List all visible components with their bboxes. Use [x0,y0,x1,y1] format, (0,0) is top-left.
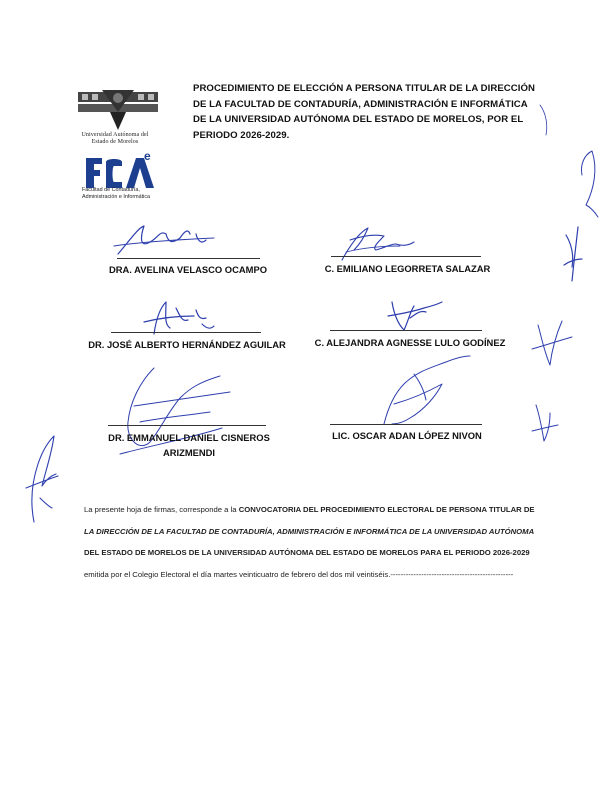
signatory-name-4: C. ALEJANDRA AGNESSE LULO GODÍNEZ [314,337,506,348]
margin-initials-left [20,428,66,528]
university-name-line1: Universidad Autónoma del [81,132,149,138]
note-text-4: DEL ESTADO DE MORELOS DE LA UNIVERSIDAD AUTÓNOMA DEL ESTADO DE MORELOS PARA EL PERIODO 2026-2029 [84,548,530,557]
note-text-5: emitida por el Colegio Electoral el día martes veinticuatro de febrero del dos mil veintiséis.------------------------------------------------ [84,569,514,579]
signature-line-5 [108,425,266,426]
signature-sheet-note [84,499,544,585]
note-text-1: La presente hoja de firmas, corresponde a la [84,505,239,514]
uaem-logo [72,82,164,138]
signature-line-3 [111,332,261,333]
signature-line-4 [330,330,482,331]
signature-line-6 [330,424,482,425]
signature-6 [364,354,474,430]
signatory-name-2: C. EMILIANO LEGORRETA SALAZAR [324,263,491,274]
signatory-name-5: DR. EMMANUEL DANIEL CISNEROS ARIZMENDI [108,432,270,458]
signatory-name-1: DRA. AVELINA VELASCO OCAMPO [109,264,267,275]
faculty-name-line2: Administración e Informática [82,193,151,200]
note-text-2: CONVOCATORIA DEL PROCEDIMIENTO ELECTORAL DE PERSONA TITULAR DE [238,505,535,514]
svg-text:e: e [144,150,151,163]
faculty-name [82,187,172,200]
university-name [60,132,170,146]
signatory-name-6: LIC. OSCAR ADAN LÓPEZ NIVON [332,430,482,441]
faculty-name-line1: Facultad de Contaduría, [82,187,140,193]
note-text-3: LA DIRECCIÓN DE LA FACULTAD DE CONTADURÍA, ADMINISTRACIÓN E INFORMÁTICA DE LA UNIVERSIDAD AUTÓNOMA [84,526,535,536]
university-name-line2: Estado de Morelos [91,139,139,145]
signature-line-2 [331,256,481,257]
signature-1 [110,220,220,260]
document-title: PROCEDIMIENTO DE ELECCIÓN A PERSONA TITULAR DE LA DIRECCIÓN DE LA FACULTAD DE CONTADURÍA, ADMINISTRACIÓN E INFORMÁTICA DE LA UNIVERSIDAD AUTÓNOMA DEL ESTADO DE MORELOS, POR EL PERIODO 2026-2029. [193,83,535,141]
signature-line-1 [117,258,260,259]
margin-initials-right [522,95,612,475]
signatory-name-3: DR. JOSÉ ALBERTO HERNÁNDEZ AGUILAR [88,339,286,350]
signature-3 [140,294,220,336]
faculty-logo [82,150,158,192]
